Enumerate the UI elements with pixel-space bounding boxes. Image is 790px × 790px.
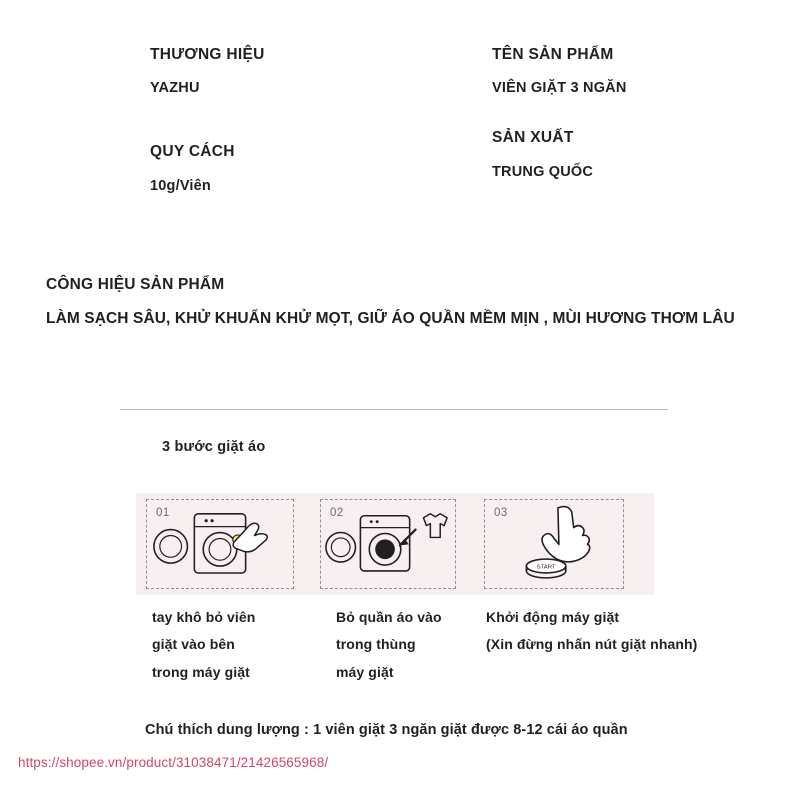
step-caption-01-line-2: giặt vào bên [152, 636, 235, 653]
product-effects-text: LÀM SẠCH SÂU, KHỬ KHUẨN KHỬ MỌT, GIỮ ÁO QUẦN MỀM MỊN , MÙI HƯƠNG THƠM LÂU [46, 310, 735, 327]
spec-value-origin: TRUNG QUỐC [492, 163, 594, 180]
spec-label-specification: QUY CÁCH [150, 143, 235, 161]
step-caption-02-line-3: máy giặt [336, 663, 394, 680]
spec-label-product-name: TÊN SẢN PHẨM [492, 46, 614, 63]
step-number-01: 01 [156, 507, 170, 519]
spec-value-specification: 10g/Viên [150, 177, 211, 194]
steps-section-title: 3 bước giặt áo [162, 439, 266, 455]
spacer [150, 99, 450, 141]
spec-column-right [492, 44, 772, 183]
step-caption-01 [152, 604, 312, 686]
step-caption-02-line-2: trong thùng [336, 636, 416, 653]
step-caption-03-line-2: (Xin đừng nhấn nút giặt nhanh) [486, 636, 698, 653]
product-effects-block [46, 276, 766, 328]
spacer [492, 99, 772, 127]
spec-value-brand: YAZHU [150, 80, 200, 97]
spec-label-origin: SẢN XUẤT [492, 129, 574, 147]
step-card-02 [320, 499, 456, 589]
step-caption-02-line-1: Bỏ quần áo vào [336, 609, 442, 625]
svg-text:START: START [536, 564, 556, 571]
step-caption-02 [336, 604, 486, 686]
clothes-into-washer-drum-icon [321, 500, 455, 589]
step-caption-01-line-1: tay khô bỏ viên [152, 609, 256, 625]
product-effects-heading: CÔNG HIỆU SẢN PHẨM [46, 276, 225, 293]
hand-dropping-pod-into-washer-icon [147, 500, 293, 589]
spec-column-left [150, 44, 450, 197]
capacity-footnote: Chú thích dung lượng : 1 viên giặt 3 ngăn giặt được 8-12 cái áo quần [145, 722, 628, 738]
section-divider [120, 409, 668, 410]
step-caption-03-line-1: Khởi động máy giặt [486, 609, 620, 625]
spec-label-brand: THƯƠNG HIỆU [150, 46, 265, 63]
step-card-01 [146, 499, 294, 589]
step-caption-03 [486, 604, 756, 659]
step-number-03: 03 [494, 507, 508, 519]
step-card-03 [484, 499, 624, 589]
shop-url-watermark[interactable]: https://shopee.vn/product/31038471/21426565968/ [18, 755, 329, 770]
spec-value-product-name: VIÊN GIẶT 3 NGĂN [492, 80, 627, 97]
step-caption-01-line-3: trong máy giặt [152, 663, 250, 680]
step-number-02: 02 [330, 507, 344, 519]
finger-pressing-start-button-icon [485, 500, 623, 589]
